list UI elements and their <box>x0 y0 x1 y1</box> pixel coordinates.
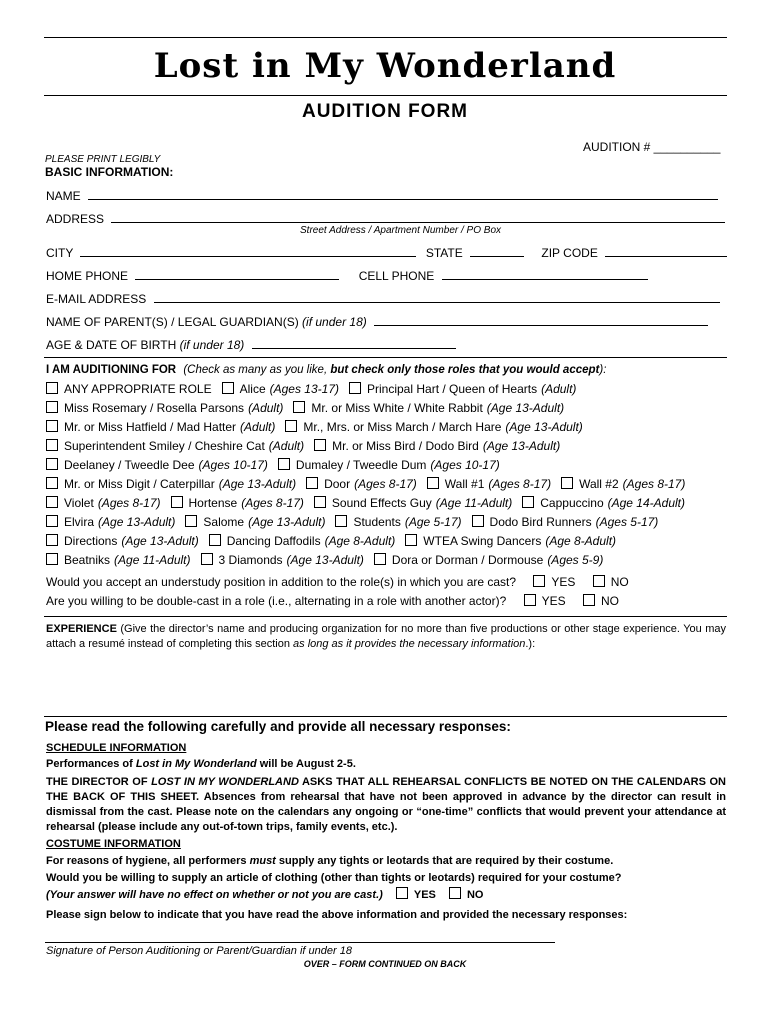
parent-field[interactable] <box>374 315 708 326</box>
experience-text-b: as long as it provides the necessary information <box>293 638 526 650</box>
role-checkbox[interactable] <box>46 515 58 527</box>
director-d: Absences from rehearsal that have not been approved in advance by the director can result in dismissal from the cast. Please note on the calendars any ongoing or “one-time” conflicts that would prevent your attendance at rehearsal (please include any out-of-town trips, family events, etc.). <box>46 791 726 833</box>
role-option[interactable] <box>46 420 275 434</box>
role-age: (Ages 8-17) <box>354 477 417 491</box>
role-age: (Adult) <box>240 420 276 434</box>
role-checkbox[interactable] <box>46 553 58 565</box>
role-name: Dumaley / Tweedle Dum <box>295 458 427 472</box>
role-age: (Age 8-Adult) <box>545 534 617 548</box>
age-row <box>46 338 456 352</box>
role-row <box>46 534 626 548</box>
footer-note: OVER – FORM CONTINUED ON BACK <box>303 959 467 969</box>
role-name: Dodo Bird Runners <box>489 515 592 529</box>
role-checkbox[interactable] <box>46 496 58 508</box>
doublecast-yes-option[interactable] <box>524 594 566 608</box>
city-label: CITY <box>46 246 74 260</box>
costume-yes-label: YES <box>413 889 436 901</box>
performances-line <box>46 758 356 770</box>
role-age: (Age 13-Adult) <box>98 515 176 529</box>
role-option[interactable] <box>522 496 685 510</box>
costume-heading: COSTUME INFORMATION <box>46 838 181 850</box>
info-heading: Please read the following carefully and provide all necessary responses: <box>45 719 511 734</box>
role-age: (Age 13-Adult) <box>486 401 565 415</box>
role-row <box>46 515 668 529</box>
state-field[interactable] <box>470 246 524 257</box>
roles-heading-row <box>46 364 606 376</box>
cell-phone-field[interactable] <box>442 269 648 280</box>
role-option[interactable] <box>472 515 659 529</box>
role-checkbox[interactable] <box>46 439 58 451</box>
costume-yes-option[interactable] <box>396 889 436 901</box>
role-name: Dora or Dorman / Dormouse <box>391 553 544 567</box>
understudy-no-checkbox[interactable] <box>593 575 605 587</box>
address-field[interactable] <box>111 212 725 223</box>
costume-b: must <box>249 855 276 867</box>
role-age: (Adult) <box>248 401 284 415</box>
role-checkbox[interactable] <box>405 534 417 546</box>
role-option[interactable] <box>335 515 461 529</box>
role-age: (Adult) <box>268 439 305 453</box>
role-row <box>46 458 510 472</box>
role-name: Door <box>324 477 351 491</box>
role-option[interactable] <box>46 477 296 491</box>
experience-rule <box>44 616 727 617</box>
role-checkbox[interactable] <box>561 477 573 489</box>
info-rule <box>44 716 727 717</box>
role-age: (Ages 8-17) <box>97 496 161 510</box>
role-name: Mr. or Miss Bird / Dodo Bird <box>332 439 479 453</box>
zip-field[interactable] <box>605 246 727 257</box>
role-checkbox[interactable] <box>185 515 197 527</box>
experience-text-a: (Give the director’s name and producing organization for no more than five productions or other stage experience. You may attach a resumé instead of completing this section <box>46 623 726 650</box>
parent-note: (if under 18) <box>302 315 367 329</box>
role-age: (Age 8-Adult) <box>324 534 396 548</box>
role-checkbox[interactable] <box>46 382 58 394</box>
role-option[interactable] <box>46 382 212 396</box>
signature-line[interactable] <box>45 942 555 943</box>
role-option[interactable] <box>349 382 576 396</box>
role-checkbox[interactable] <box>472 515 484 527</box>
role-checkbox[interactable] <box>209 534 221 546</box>
understudy-no-option[interactable] <box>593 575 629 589</box>
experience-text-c: .): <box>525 638 536 650</box>
role-row <box>46 382 586 396</box>
role-option[interactable] <box>46 534 199 548</box>
director-c: ASKS THAT ALL REHEARSAL CONFLICTS BE NOTED ON THE CALENDARS ON THE BACK OF THIS SHEET. <box>46 776 726 803</box>
role-option[interactable] <box>222 382 339 396</box>
role-age: (Age 13-Adult) <box>505 420 583 434</box>
role-checkbox[interactable] <box>46 477 58 489</box>
role-option[interactable] <box>185 515 325 529</box>
roles-heading: I AM AUDITIONING FOR <box>46 364 177 376</box>
role-row <box>46 420 593 434</box>
role-age: (Ages 10-17) <box>198 458 268 472</box>
name-field[interactable] <box>88 189 718 200</box>
role-option[interactable] <box>285 420 582 434</box>
perf-a: Performances of <box>46 758 136 770</box>
role-checkbox[interactable] <box>46 458 58 470</box>
role-age: (Ages 5-17) <box>595 515 659 529</box>
role-option[interactable] <box>46 458 268 472</box>
title-rule <box>44 95 727 96</box>
doublecast-no-label: NO <box>600 594 619 608</box>
role-name: Cappuccino <box>540 496 604 510</box>
cell-phone-label: CELL PHONE <box>358 269 435 283</box>
role-name: Students <box>353 515 401 529</box>
doublecast-yes-checkbox[interactable] <box>524 594 536 606</box>
role-name: Wall #2 <box>579 477 619 491</box>
email-label: E-MAIL ADDRESS <box>46 292 147 306</box>
email-row <box>46 292 720 306</box>
top-rule <box>44 37 727 38</box>
role-age: (Age 14-Adult) <box>607 496 685 510</box>
role-age: (Ages 8-17) <box>241 496 304 510</box>
role-name: 3 Diamonds <box>218 553 283 567</box>
address-label: ADDRESS <box>46 212 105 226</box>
role-name: Elvira <box>64 515 95 529</box>
role-name: Dancing Daffodils <box>226 534 321 548</box>
address-hint: Street Address / Apartment Number / PO Box <box>300 225 502 236</box>
roles-rule <box>44 357 727 358</box>
role-name: Directions <box>64 534 118 548</box>
zip-label: ZIP CODE <box>541 246 598 260</box>
form-title: Lost in My Wonderland <box>153 46 617 86</box>
role-name: Wall #1 <box>444 477 485 491</box>
form-subtitle: AUDITION FORM <box>301 101 469 122</box>
role-name: Violet <box>64 496 94 510</box>
role-checkbox[interactable] <box>349 382 361 394</box>
schedule-heading: SCHEDULE INFORMATION <box>46 742 187 754</box>
role-row <box>46 496 695 510</box>
costume-question: Would you be willing to supply an article of clothing (other than tights or leotards) required for your costume? <box>46 872 622 884</box>
role-checkbox[interactable] <box>314 496 326 508</box>
audition-number-field[interactable]: AUDITION # __________ <box>583 140 721 154</box>
costume-note-row <box>46 887 483 901</box>
home-phone-field[interactable] <box>135 269 339 280</box>
roles-instruction-c: ): <box>599 364 607 376</box>
roles-instruction-b: but check only those roles that you would accept <box>330 364 600 376</box>
costume-yes-checkbox[interactable] <box>396 887 408 899</box>
role-name: Hortense <box>188 496 238 510</box>
perf-c: will be August 2-5. <box>256 758 356 770</box>
experience-block <box>46 622 726 652</box>
role-checkbox[interactable] <box>293 401 305 413</box>
role-name: Principal Hart / Queen of Hearts <box>367 382 538 396</box>
role-name: Mr. or Miss Digit / Caterpillar <box>64 477 215 491</box>
costume-a: For reasons of hygiene, all performers <box>46 855 250 867</box>
role-checkbox[interactable] <box>314 439 326 451</box>
role-checkbox[interactable] <box>285 420 297 432</box>
city-field[interactable] <box>80 246 416 257</box>
role-checkbox[interactable] <box>522 496 534 508</box>
city-row <box>46 246 727 260</box>
role-row <box>46 401 574 415</box>
roles-instruction-a: (Check as many as you like, <box>183 364 331 376</box>
sign-instruction: Please sign below to indicate that you have read the above information and provided the necessary responses: <box>46 909 628 921</box>
doublecast-no-checkbox[interactable] <box>583 594 595 606</box>
state-label: STATE <box>425 246 463 260</box>
doublecast-no-option[interactable] <box>583 594 619 608</box>
role-row <box>46 553 613 567</box>
understudy-yes-checkbox[interactable] <box>533 575 545 587</box>
role-age: (Ages 13-17) <box>269 382 339 396</box>
understudy-no-label: NO <box>610 575 629 589</box>
role-age: (Age 11-Adult) <box>114 553 191 567</box>
basic-info-heading: BASIC INFORMATION: <box>45 165 174 179</box>
role-age: (Adult) <box>541 382 577 396</box>
role-checkbox[interactable] <box>306 477 318 489</box>
role-checkbox[interactable] <box>374 553 386 565</box>
role-age: (Ages 8-17) <box>622 477 686 491</box>
role-option[interactable] <box>46 401 283 415</box>
role-checkbox[interactable] <box>171 496 183 508</box>
perf-b: Lost in My Wonderland <box>135 758 257 770</box>
role-name: Sound Effects Guy <box>331 496 432 510</box>
role-age: (Ages 10-17) <box>430 458 500 472</box>
role-row <box>46 477 695 491</box>
name-label: NAME <box>46 189 81 203</box>
doublecast-question: Are you willing to be double-cast in a role (i.e., alternating in a role with another actor)? <box>46 594 507 608</box>
parent-label: NAME OF PARENT(S) / LEGAL GUARDIAN(S) <box>46 315 299 329</box>
role-option[interactable] <box>171 496 304 510</box>
costume-no-checkbox[interactable] <box>449 887 461 899</box>
home-phone-label: HOME PHONE <box>46 269 129 283</box>
role-option[interactable] <box>314 496 512 510</box>
role-checkbox[interactable] <box>201 553 213 565</box>
print-note: PLEASE PRINT LEGIBLY <box>45 154 161 165</box>
role-age: (Ages 8-17) <box>488 477 552 491</box>
costume-no-label: NO <box>466 889 484 901</box>
costume-no-option[interactable] <box>449 889 484 901</box>
costume-note: (Your answer will have no effect on whether or not you are cast.) <box>46 889 383 901</box>
role-name: Superintendent Smiley / Cheshire Cat <box>64 439 265 453</box>
role-option[interactable] <box>46 553 191 567</box>
role-name: Mr. or Miss White / White Rabbit <box>311 401 483 415</box>
role-name: Miss Rosemary / Rosella Parsons <box>64 401 245 415</box>
address-row <box>46 212 725 226</box>
role-option[interactable] <box>209 534 396 548</box>
role-checkbox[interactable] <box>46 401 58 413</box>
role-option[interactable] <box>427 477 551 491</box>
role-age: (Age 13-Adult) <box>218 477 297 491</box>
name-row <box>46 189 718 203</box>
role-name: Mr., Mrs. or Miss March / March Hare <box>303 420 502 434</box>
understudy-yes-option[interactable] <box>533 575 575 589</box>
director-a: THE DIRECTOR OF <box>46 776 152 788</box>
role-age: (Age 5-17) <box>404 515 462 529</box>
director-b: LOST IN MY WONDERLAND <box>151 776 299 788</box>
role-age: (Age 13-Adult) <box>286 553 364 567</box>
age-label: AGE & DATE OF BIRTH <box>46 338 177 352</box>
email-field[interactable] <box>154 292 720 303</box>
understudy-row <box>46 575 629 589</box>
role-option[interactable] <box>293 401 564 415</box>
director-paragraph <box>46 775 726 835</box>
role-name: Deelaney / Tweedle Dee <box>64 458 195 472</box>
role-option[interactable] <box>46 439 304 453</box>
role-row <box>46 439 570 453</box>
understudy-question: Would you accept an understudy position in addition to the role(s) in which you are cast? <box>46 575 517 589</box>
parent-row <box>46 315 708 329</box>
role-name: Beatniks <box>64 553 111 567</box>
role-checkbox[interactable] <box>46 420 58 432</box>
role-option[interactable] <box>278 458 500 472</box>
experience-heading: EXPERIENCE <box>46 623 117 635</box>
role-option[interactable] <box>405 534 616 548</box>
role-name: ANY APPROPRIATE ROLE <box>64 382 212 396</box>
role-option[interactable] <box>201 553 364 567</box>
experience-answer-area[interactable] <box>44 656 727 714</box>
role-checkbox[interactable] <box>427 477 439 489</box>
doublecast-yes-label: YES <box>541 594 566 608</box>
role-checkbox[interactable] <box>278 458 290 470</box>
role-option[interactable] <box>46 496 161 510</box>
signature-label: Signature of Person Auditioning or Parent/Guardian if under 18 <box>46 945 352 957</box>
role-checkbox[interactable] <box>46 534 58 546</box>
age-field[interactable] <box>252 338 456 349</box>
role-age: (Age 13-Adult) <box>248 515 326 529</box>
role-age: (Age 13-Adult) <box>482 439 561 453</box>
role-checkbox[interactable] <box>222 382 234 394</box>
understudy-yes-label: YES <box>551 575 576 589</box>
role-option[interactable] <box>374 553 603 567</box>
role-name: Mr. or Miss Hatfield / Mad Hatter <box>64 420 237 434</box>
role-option[interactable] <box>314 439 560 453</box>
role-age: (Age 11-Adult) <box>435 496 513 510</box>
role-checkbox[interactable] <box>335 515 347 527</box>
role-option[interactable] <box>561 477 685 491</box>
role-name: Salome <box>203 515 245 529</box>
role-name: Alice <box>239 382 266 396</box>
costume-c: supply any tights or leotards that are required by their costume. <box>275 855 614 867</box>
costume-line <box>46 855 613 867</box>
role-age: (Age 13-Adult) <box>121 534 199 548</box>
role-name: WTEA Swing Dancers <box>423 534 542 548</box>
age-note: (if under 18) <box>179 338 245 352</box>
role-option[interactable] <box>306 477 417 491</box>
doublecast-row <box>46 594 619 608</box>
phone-row <box>46 269 648 283</box>
role-option[interactable] <box>46 515 175 529</box>
role-age: (Ages 5-9) <box>547 553 604 567</box>
